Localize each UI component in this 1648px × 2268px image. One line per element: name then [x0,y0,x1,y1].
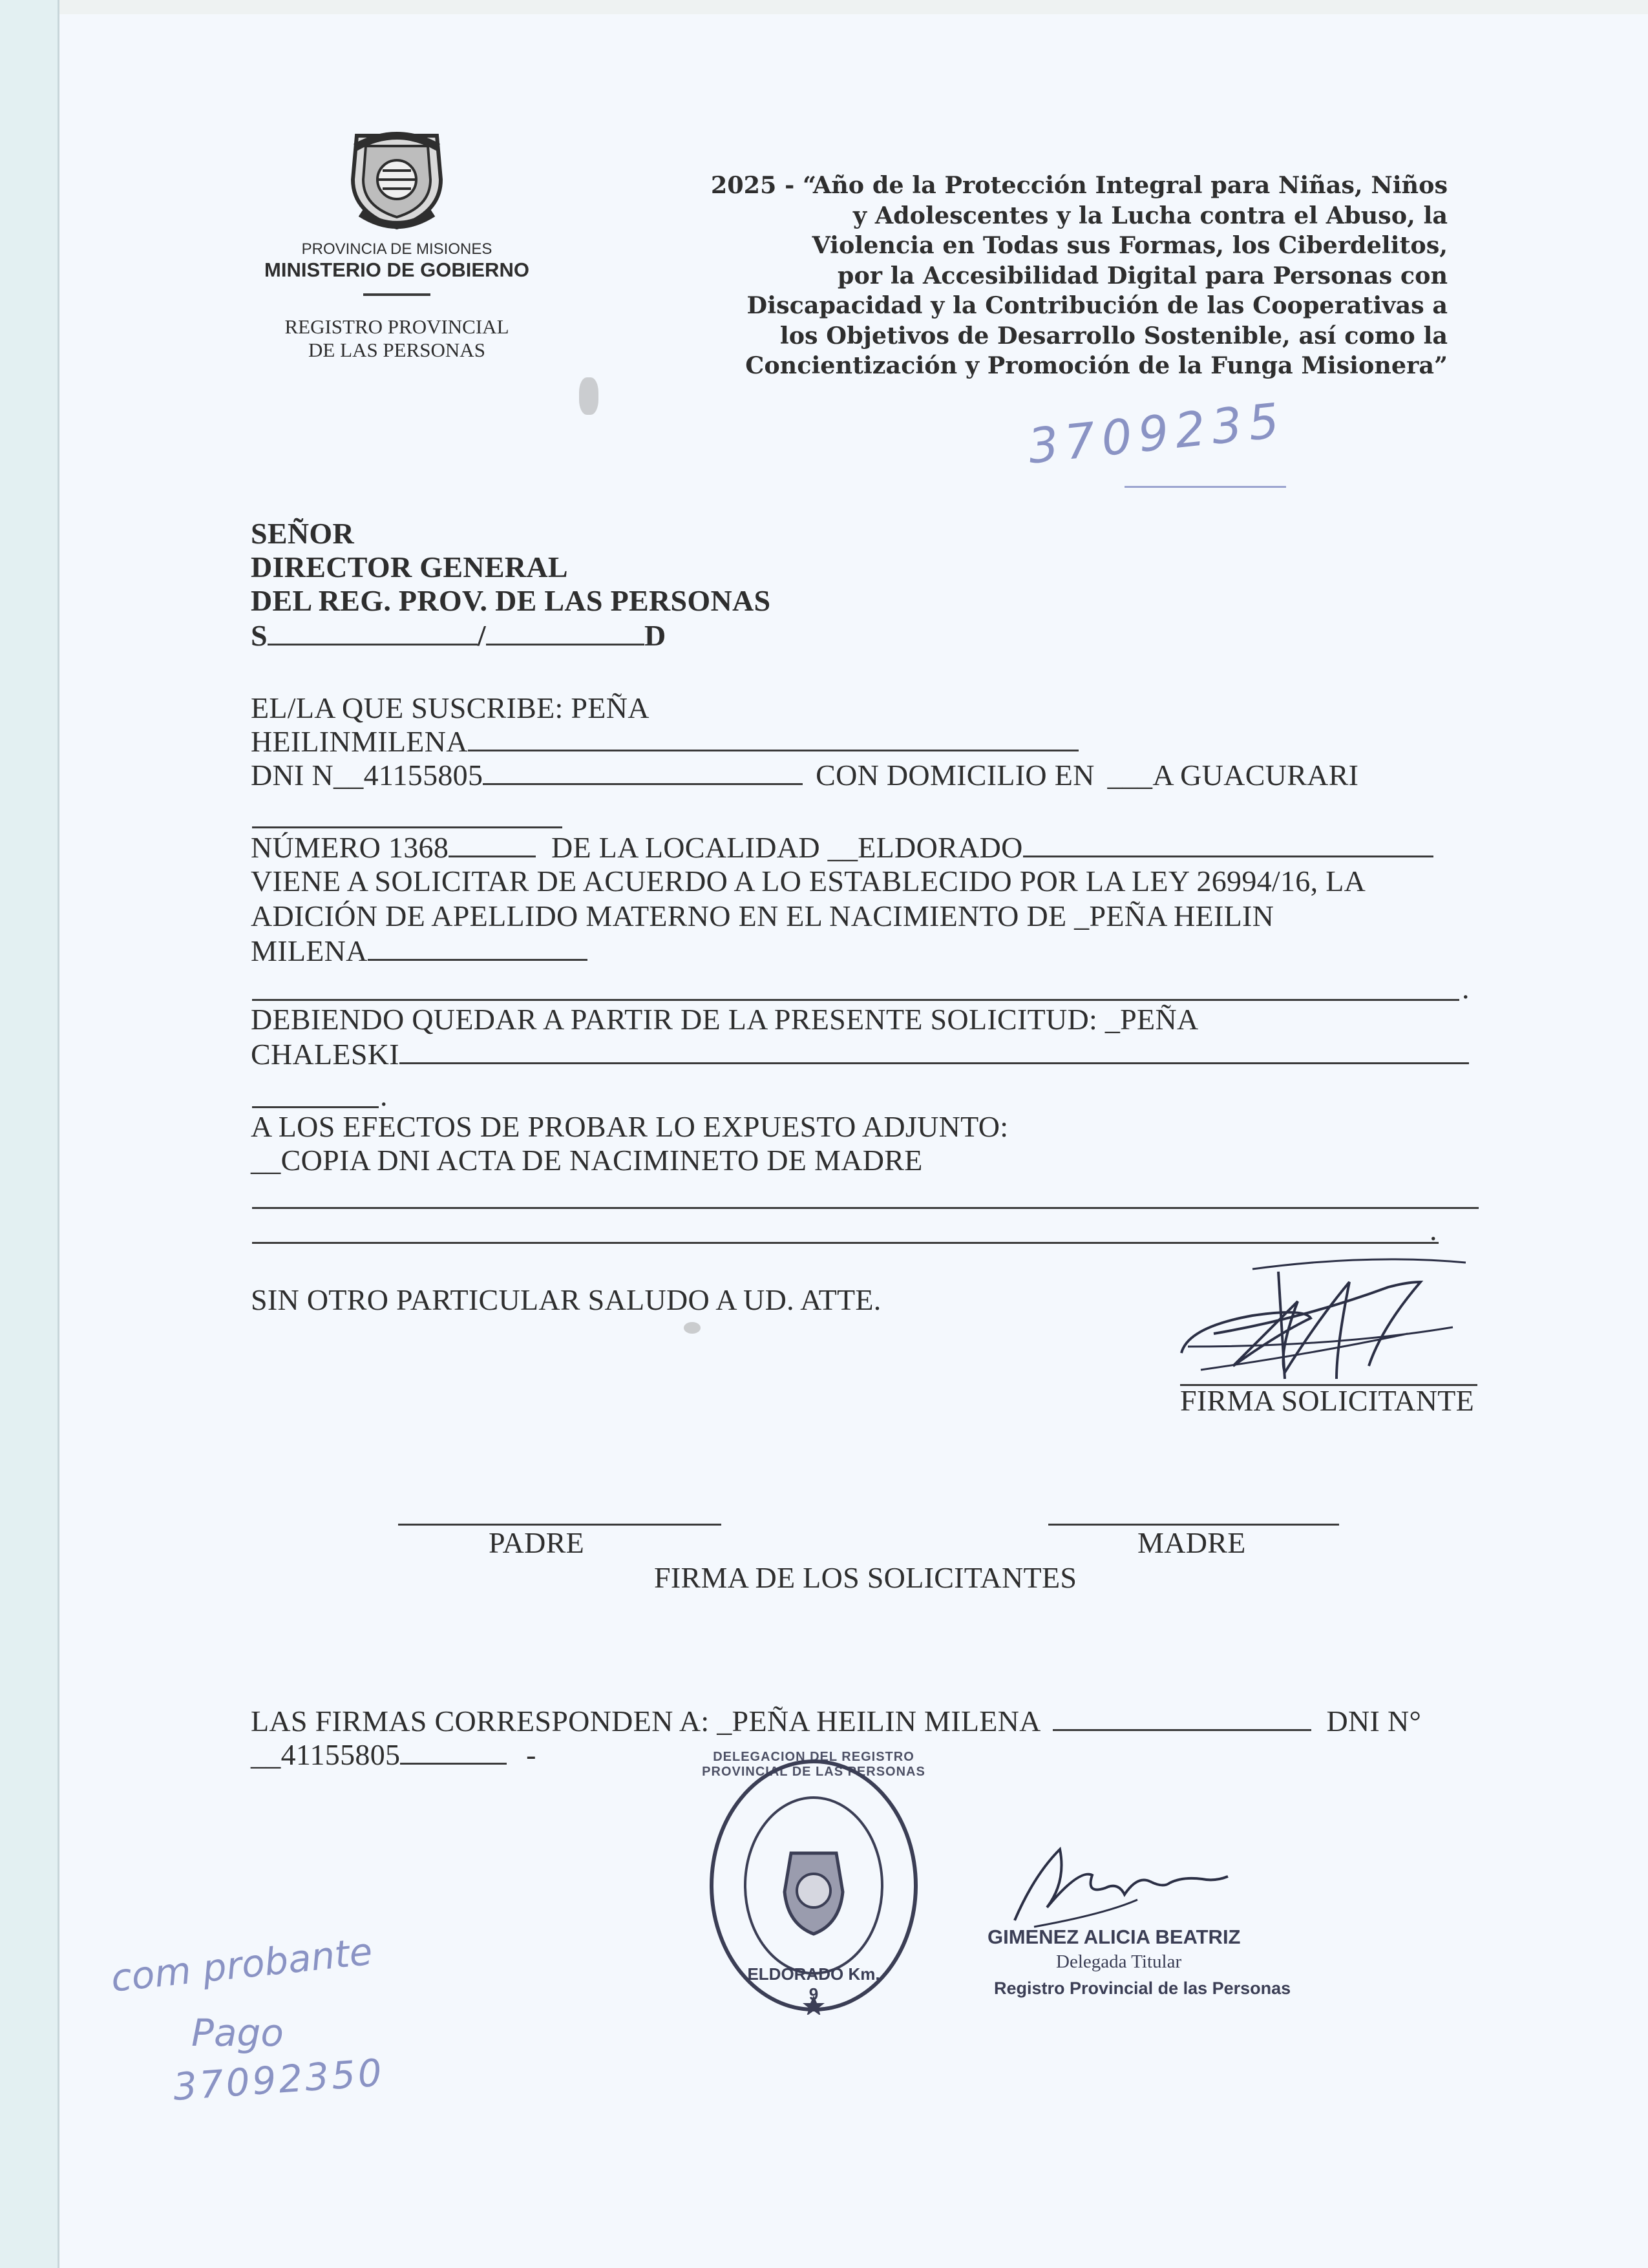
handwritten-underline [1125,486,1286,488]
evidence-blank-1 [252,1207,1479,1209]
sd-s: S [251,619,268,652]
addressee-line-3: DEL REG. PROV. DE LAS PERSONAS [251,584,771,617]
evidence-value: __COPIA DNI ACTA DE NACIMINETO DE MADRE [251,1144,923,1177]
request-blank [368,936,587,961]
sd-line [251,619,666,653]
subscriber-name-line [251,725,1079,759]
scan-speck [684,1322,701,1334]
number-locality-line [251,831,1433,865]
result-line [251,1038,1469,1071]
dni-label: DNI N__41155805 [251,759,483,792]
province-name: PROVINCIA DE MISIONES [301,240,492,258]
request-name-end: MILENA [251,934,368,967]
result-value: CHALESKI [251,1038,399,1071]
result-blank [399,1039,1469,1064]
mother-label: MADRE [1137,1526,1246,1559]
applicants-signature-label: FIRMA DE LOS SOLICITANTES [654,1561,1077,1594]
applicant-signature [1175,1256,1472,1392]
locality-label: DE LA LOCALIDAD __ELDORADO [551,831,1023,864]
registry-line-1: REGISTRO PROVINCIAL [284,315,509,338]
handwritten-note-line-3: 37092350 [171,2050,386,2109]
dni-domicile-line [251,759,1358,792]
correspond-label: LAS FIRMAS CORRESPONDEN A: _PEÑA HEILIN MILENA [251,1705,1041,1738]
number-blank [449,832,536,857]
motto-line: por la Accesibilidad Digital para Personas con [837,261,1448,289]
subscriber-label: EL/LA QUE SUSCRIBE: PEÑA [251,691,650,724]
motto-line: 2025 - “Año de la Protección Integral para Niñas, Niños [710,171,1448,199]
request-continuation-blank [252,999,1459,1001]
scan-left-edge [0,0,59,2268]
sd-blank-1 [268,620,478,646]
correspond-blank [1053,1706,1311,1731]
number-label: NÚMERO 1368 [251,831,449,864]
sd-blank-2 [486,620,644,646]
motto-line: los Objetivos de Desarrollo Sostenible, así como la [779,321,1448,350]
official-name: GIMENEZ ALICIA BEATRIZ [988,1926,1241,1948]
scan-top-edge [0,0,1648,14]
correspond-dni: __41155805 [251,1738,401,1771]
father-label: PADRE [489,1526,585,1559]
result-continuation-blank [252,1106,379,1108]
mother-signature-line [1048,1524,1339,1526]
dni-dash: - [526,1738,536,1771]
handwritten-number: 3709235 [1025,392,1288,475]
name-blank [468,726,1079,751]
scan-speck [579,377,598,415]
period: . [1462,972,1470,1005]
motto-line: Concientización y Promoción de la Funga Misionera” [745,352,1448,379]
applicant-signature-label: FIRMA SOLICITANTE [1180,1384,1475,1417]
domicile-continuation-blank [252,826,562,828]
subscriber-name: HEILINMILENA [251,725,468,758]
registry-line-2: DE LAS PERSONAS [308,339,485,361]
evidence-label: A LOS EFECTOS DE PROBAR LO EXPUESTO ADJUNTO: [251,1110,1009,1143]
locality-blank [1023,832,1433,857]
correspond-dni-blank [400,1739,507,1765]
result-label: DEBIENDO QUEDAR A PARTIR DE LA PRESENTE SOLICITUD: _PEÑA [251,1003,1199,1036]
request-line-3 [251,934,587,968]
motto-line: Discapacidad y la Contribución de las Cooperativas a [746,291,1448,319]
correspond-dni-line [251,1738,536,1772]
period: . [1430,1213,1437,1246]
ministry-divider [363,293,430,296]
official-office: Registro Provincial de las Personas [994,1979,1291,1998]
request-line-1: VIENE A SOLICITAR DE ACUERDO A LO ESTABLECIDO POR LA LEY 26994/16, LA [251,865,1366,898]
evidence-blank-2 [252,1242,1439,1244]
official-signature [1008,1836,1254,1933]
motto-line: y Adolescentes y la Lucha contra el Abuso, la [852,201,1448,229]
official-role: Delegada Titular [1056,1951,1182,1972]
ministry-name: MINISTERIO DE GOBIERNO [264,258,529,281]
motto-line: Violencia en Todas sus Formas, los Ciberdelitos, [812,231,1448,259]
addressee-line-2: DIRECTOR GENERAL [251,551,568,583]
domicile-value: ___A GUACURARI [1107,759,1359,792]
dni-blank [483,760,803,785]
sd-d: D [644,619,666,652]
handwritten-note-line-2: Pago [191,2011,284,2055]
closing-text: SIN OTRO PARTICULAR SALUDO A UD. ATTE. [251,1283,882,1316]
correspond-line [251,1705,1421,1738]
domicile-label: CON DOMICILIO EN [816,759,1095,792]
addressee-line-1: SEÑOR [251,517,354,550]
seal-bottom-text: ELDORADO Km. 9 [747,1964,880,2004]
father-signature-line [398,1524,721,1526]
period: . [380,1079,388,1112]
handwritten-note-line-1: com probante [109,1929,375,2000]
year-motto [698,171,1448,381]
sd-slash: / [477,619,486,652]
dni-no-label: DNI N° [1326,1705,1422,1738]
seal-text: DELEGACION DEL REGISTRO PROVINCIAL DE LAS PERSONAS [702,1750,925,1779]
request-line-2: ADICIÓN DE APELLIDO MATERNO EN EL NACIMIENTO DE _PEÑA HEILIN [251,899,1274,932]
coat-of-arms-icon [344,128,450,231]
